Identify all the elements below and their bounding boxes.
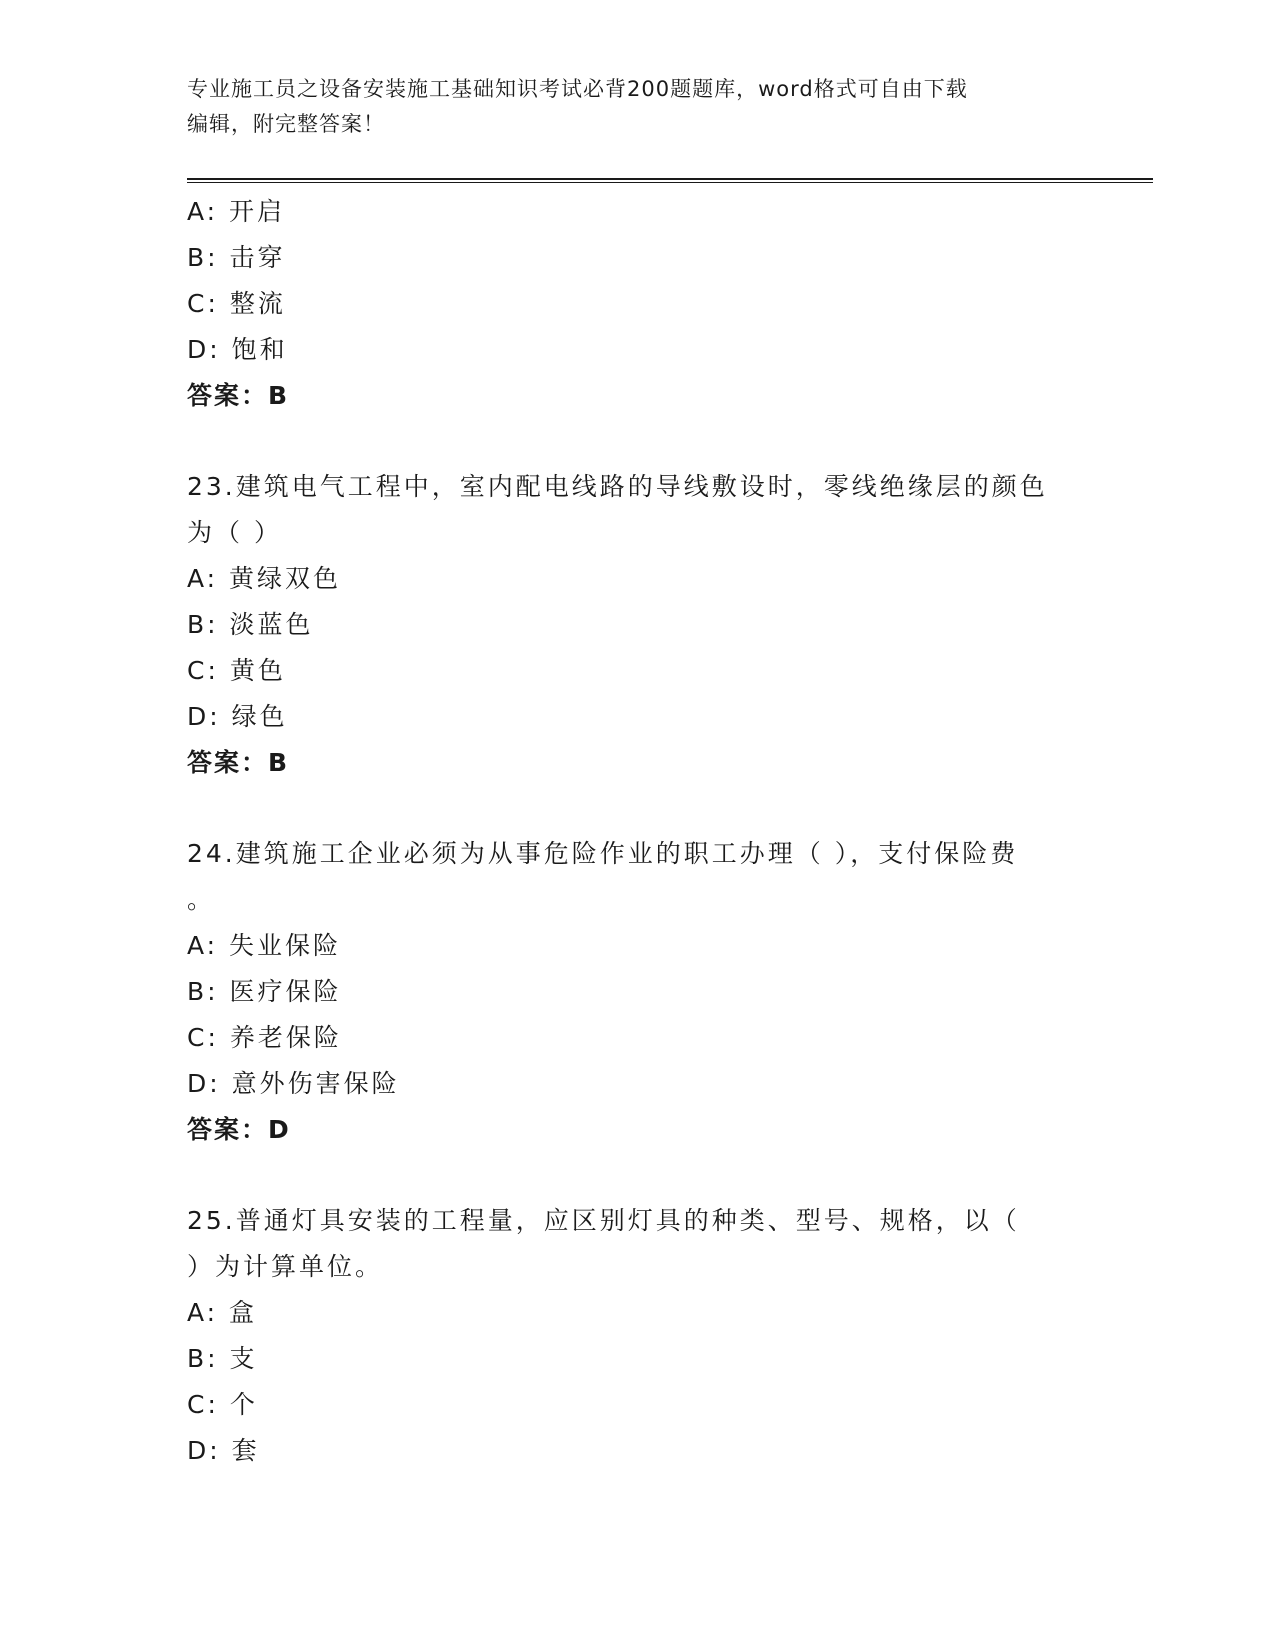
question-spacer [187,786,1087,831]
answer-line: 答案：B [187,381,290,410]
question-stem-line-2: 为（ ） [187,518,282,547]
question-spacer [187,1153,1087,1198]
option-c: C: 黄色 [187,656,286,685]
option-b: B: 淡蓝色 [187,610,314,639]
option-a: A: 失业保险 [187,931,342,960]
header-rule-thick [187,178,1153,180]
question-stem-line-1: 25.普通灯具安装的工程量，应区别灯具的种类、型号、规格，以（ [187,1206,1020,1235]
header-rule-thin [187,182,1153,183]
option-b: B: 击穿 [187,243,286,272]
answer-line: 答案：D [187,1115,291,1144]
header-title-line-1: 专业施工员之设备安装施工基础知识考试必背200题题库，word格式可自由下载 [187,77,968,101]
option-a: A: 开启 [187,197,286,226]
question-spacer [187,419,1087,464]
question-stem-line-2: ）为计算单位。 [187,1252,384,1281]
option-c: C: 个 [187,1390,258,1419]
option-d: D: 饱和 [187,335,288,364]
option-a: A: 盒 [187,1298,258,1327]
option-b: B: 支 [187,1344,258,1373]
option-a: A: 黄绿双色 [187,564,342,593]
option-d: D: 套 [187,1436,260,1465]
question-stem-line-2: 。 [187,885,216,914]
question-24 [187,831,1087,1153]
question-22-continued [187,189,1087,419]
question-23 [187,464,1087,786]
answer-line: 答案：B [187,748,290,777]
question-stem-line-1: 24.建筑施工企业必须为从事危险作业的职工办理（ ），支付保险费 [187,839,1019,868]
option-b: B: 医疗保险 [187,977,342,1006]
header-title-line-2: 编辑，附完整答案！ [187,112,385,136]
option-d: D: 绿色 [187,702,288,731]
option-c: C: 整流 [187,289,286,318]
question-25 [187,1198,1087,1474]
option-d: D: 意外伤害保险 [187,1069,400,1098]
question-list [187,189,1087,1474]
question-stem-line-1: 23.建筑电气工程中，室内配电线路的导线敷设时，零线绝缘层的颜色 [187,472,1048,501]
option-c: C: 养老保险 [187,1023,342,1052]
document-header [187,72,1087,142]
